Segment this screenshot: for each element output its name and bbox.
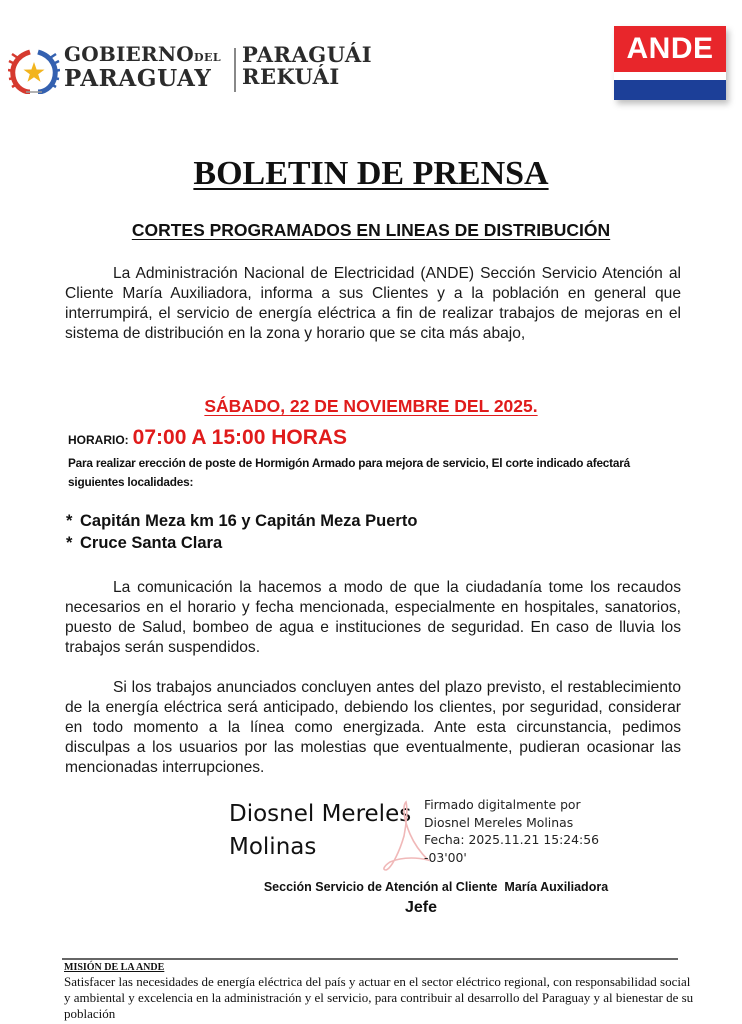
gobierno-paraguay-logo xyxy=(8,44,378,96)
location-item: * Capitán Meza km 16 y Capitán Meza Puerto xyxy=(66,512,418,530)
logo-divider xyxy=(234,48,236,92)
mission-title: MISIÓN DE LA ANDE xyxy=(64,962,165,973)
mission-text: Satisfacer las necesidades de energía eléctrica del país y actuar en el sector eléctrico regional, con responsabilidad social y ambiental y excelencia en la administración y el servicio, para contribuir al desarrollo del Paraguay y al bienestar de su población xyxy=(64,974,694,1021)
ande-logo-text: ANDE xyxy=(614,26,726,72)
affected-locations-list xyxy=(66,510,417,554)
digital-signature-watermark-icon xyxy=(380,800,430,872)
paraguay-seal-icon xyxy=(8,48,60,94)
paraguai-rekuai-wordmark: PARAGUÁI REKUÁI xyxy=(242,42,373,89)
outage-date: SÁBADO, 22 DE NOVIEMBRE DEL 2025. xyxy=(204,396,538,416)
purpose-text: Para realizar erección de poste de Hormigón Armado para mejora de servicio, El corte indicado afectará siguientes localidades: xyxy=(68,456,631,489)
schedule-label: HORARIO: xyxy=(68,433,129,447)
restoration-paragraph: Si los trabajos anunciados concluyen antes del plazo previsto, el restablecimiento de la energía eléctrica será anticipado, debiendo los clientes, por seguridad, considerar en todo momento a la línea como energizada. Ante esta circunstancia, pedimos disculpas a los usuarios por las molestias que eventualmente, pudieran ocasionar las mencionadas interrupciones. xyxy=(65,679,681,776)
document-subtitle: CORTES PROGRAMADOS EN LINEAS DE DISTRIBUCIÓN xyxy=(131,220,611,240)
signer-role: Jefe xyxy=(404,899,438,916)
document-title: BOLETIN DE PRENSA xyxy=(193,155,549,192)
footer-divider xyxy=(62,958,678,960)
signer-department: Sección Servicio de Atención al Cliente María Auxiliadora xyxy=(263,880,609,894)
location-item: * Cruce Santa Clara xyxy=(66,534,223,552)
intro-paragraph: La Administración Nacional de Electricidad (ANDE) Sección Servicio Atención al Cliente María Auxiliadora, informa a sus Clientes y a la población en general que interrumpirá, el servicio de energía eléctrica a fin de realizar trabajos de mejoras en el sistema de distribución en la zona y horario que se cita más abajo, xyxy=(65,265,681,342)
signature-metadata: Firmado digitalmente por Diosnel Mereles Molinas Fecha: 2025.11.21 15:24:56 -03'00' xyxy=(424,797,599,865)
gobierno-paraguay-wordmark: GOBIERNODEL PARAGUAY xyxy=(64,42,222,92)
schedule-value: 07:00 A 15:00 HORAS xyxy=(132,426,348,449)
ande-logo xyxy=(614,26,726,100)
ande-logo-blue-band xyxy=(614,80,726,100)
schedule xyxy=(68,426,347,450)
communication-paragraph: La comunicación la hacemos a modo de que la ciudadanía tome los recaudos necesarios en el horario y fecha mencionada, especialmente en hospitales, sanatorios, puesto de Salud, bombeo de agua e instituciones de seguridad. En caso de lluvia los trabajos serán suspendidos. xyxy=(65,579,681,656)
signer-name: Diosnel Mereles Molinas xyxy=(229,801,412,860)
ande-logo-white-band xyxy=(614,72,726,80)
